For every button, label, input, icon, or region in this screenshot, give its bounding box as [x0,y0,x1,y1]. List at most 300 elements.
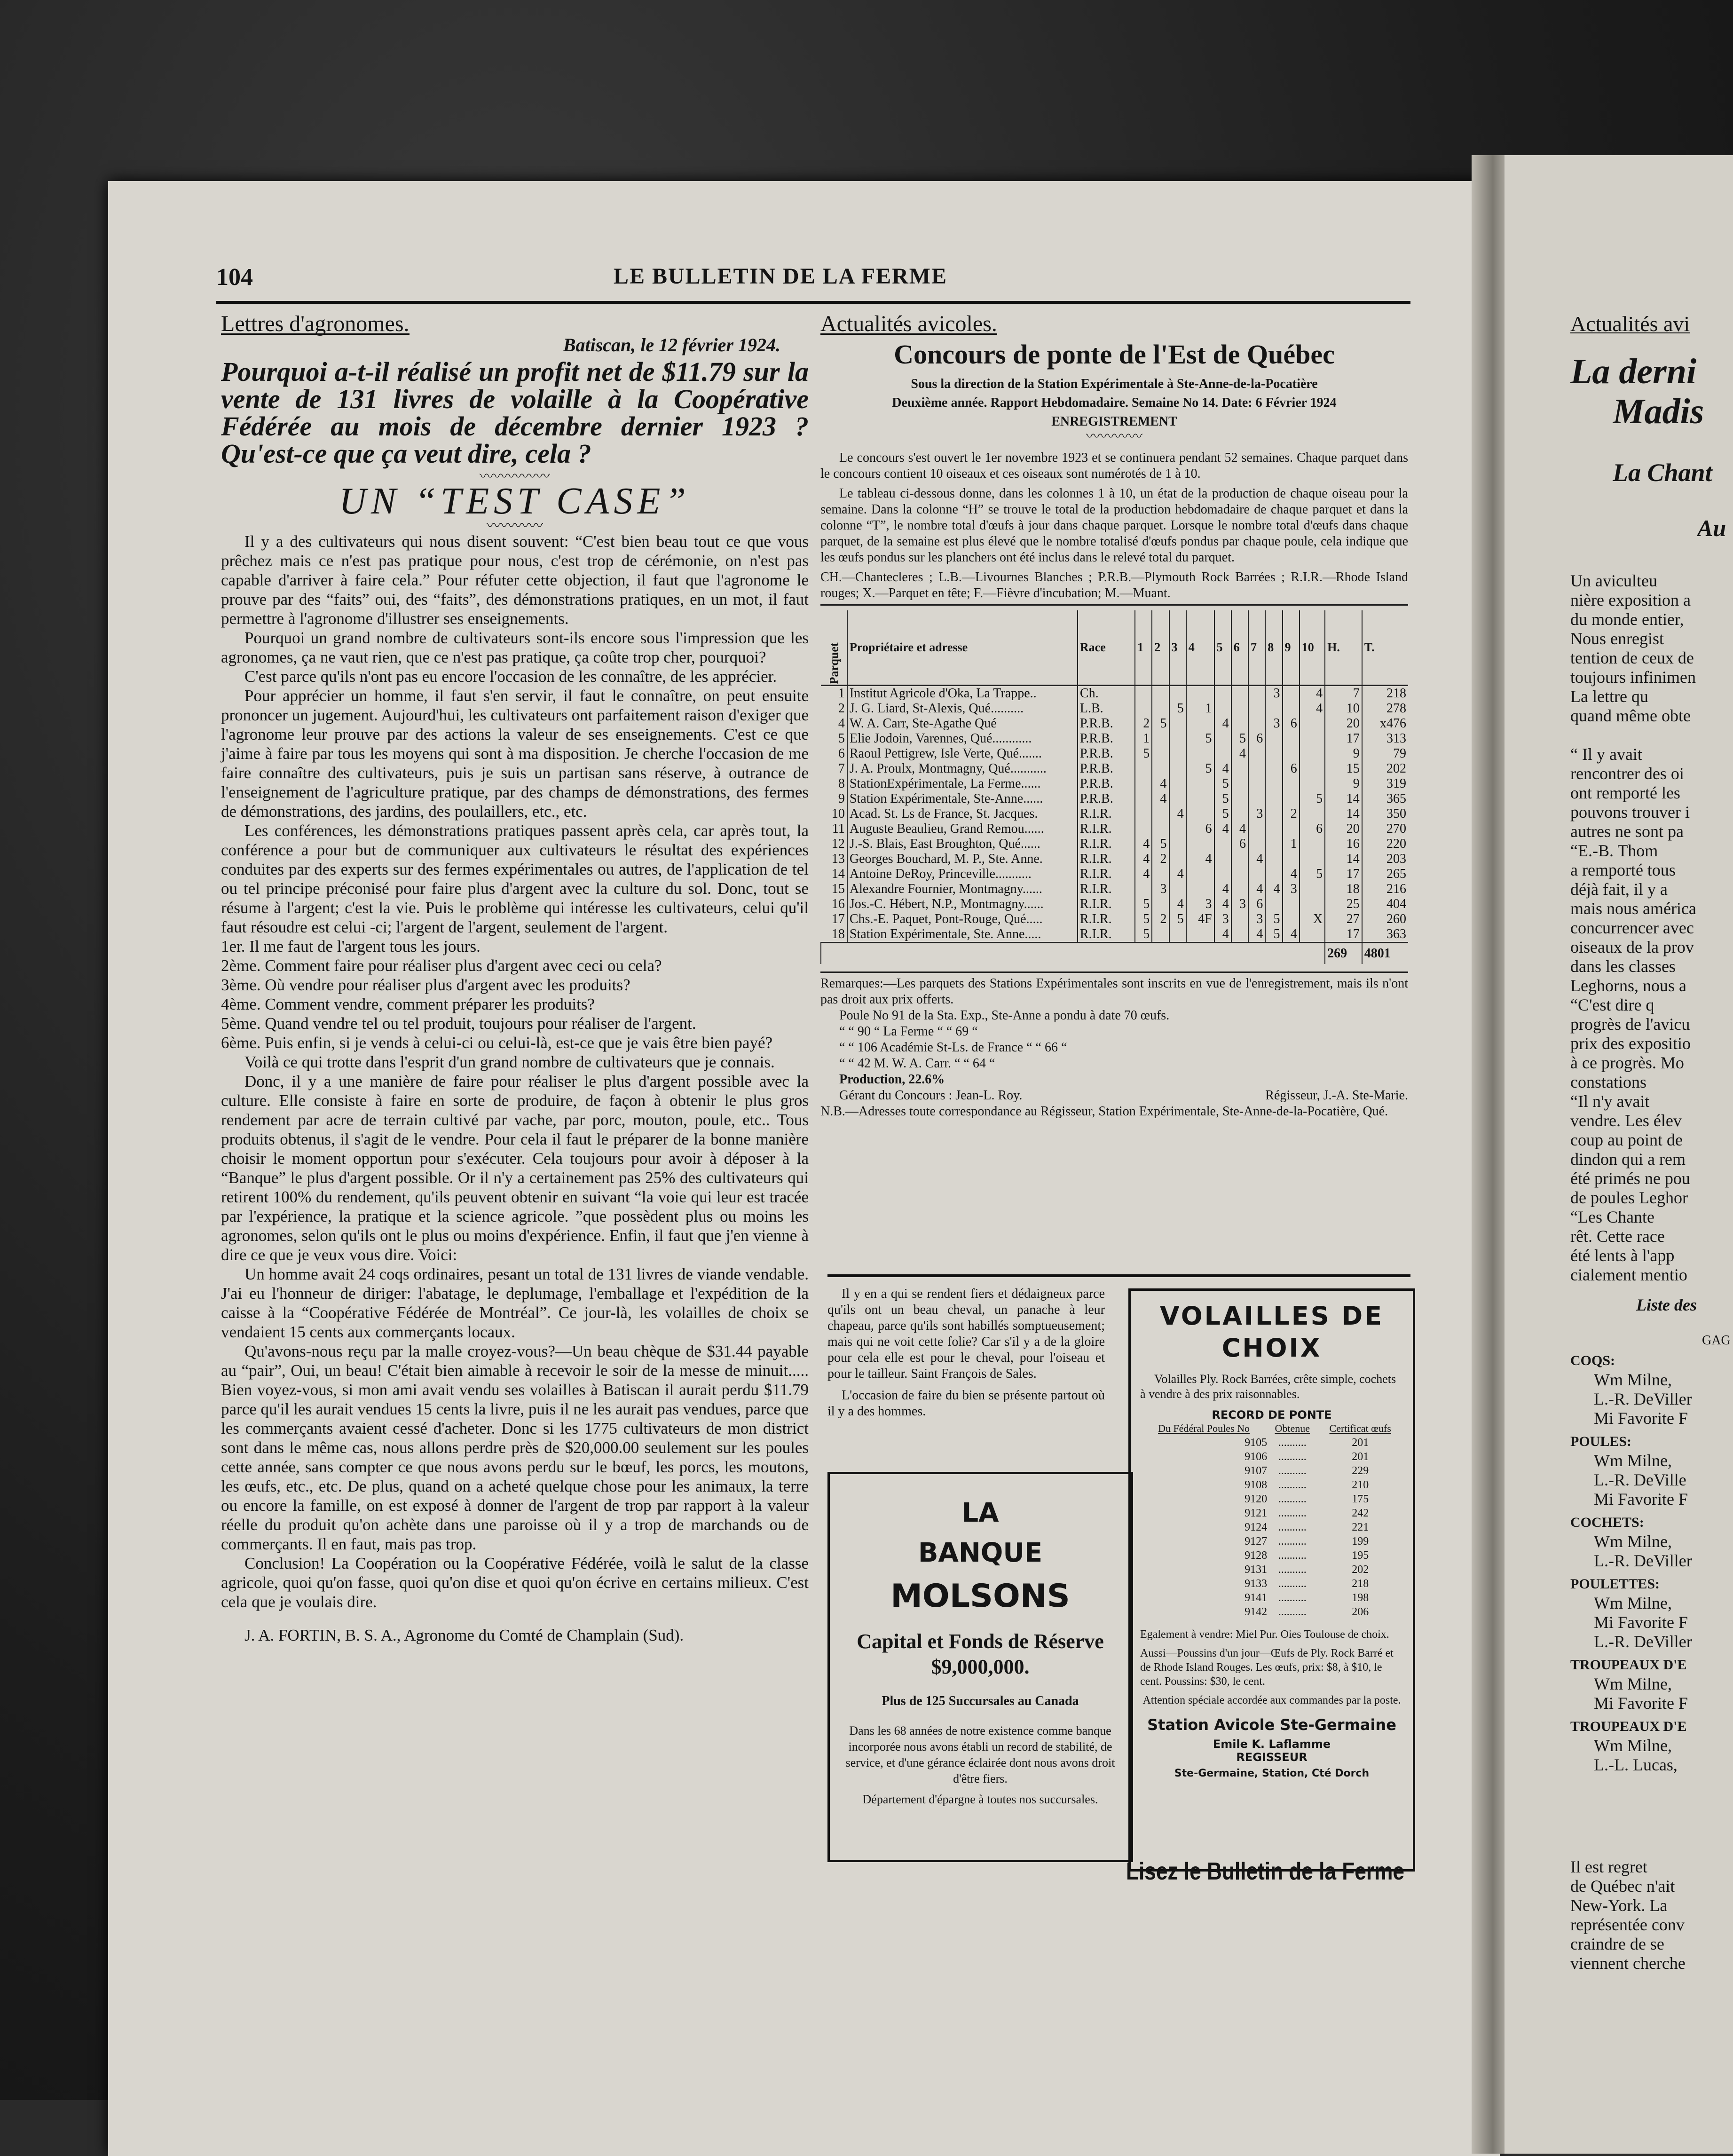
contest-title: Concours de ponte de l'Est de Québec [894,339,1335,370]
table-cell: 13 [831,852,845,866]
record-dots: .......... [1278,1437,1307,1449]
table-cell [1248,746,1265,761]
table-cell: 4 [1248,852,1265,867]
table-row [821,867,1408,882]
record-eggs: 218 [1352,1578,1369,1590]
table-row [821,716,1408,731]
facing-line: a remporté tous [1570,861,1676,879]
table-cell: 4 [1248,882,1265,897]
facing-list-heading: POULETTES: [1570,1576,1660,1592]
table-cell [1283,776,1300,791]
record-eggs: 198 [1352,1592,1369,1604]
table-cell [1248,867,1265,882]
record-title: RECORD DE PONTE [1212,1408,1332,1422]
record-eggs: 201 [1352,1451,1369,1463]
table-cell: 2 [1152,912,1169,927]
table-cell: Auguste Beaulieu, Grand Remou...... [847,821,1078,837]
table-cell [1152,897,1169,912]
table-cell [1169,761,1186,776]
table-cell: 6 [1300,821,1325,837]
table-cell: 4 [838,716,845,731]
poules-list [839,1008,1408,1072]
facing-line: été lents à l'app [1570,1246,1675,1265]
table-cell [1231,701,1248,716]
table-header: T. [1362,610,1408,686]
table-cell: 3 [1186,897,1214,912]
table-cell: P.R.B. [1078,791,1135,806]
table-cell [1248,837,1265,852]
table-row [821,837,1408,852]
facing-line: ont remporté les [1570,783,1680,802]
bank-text-2: Département d'épargne à toutes nos succursales. [862,1793,1098,1806]
table-cell [1283,897,1300,912]
record-eggs: 242 [1352,1507,1369,1519]
table-cell: R.I.R. [1078,867,1135,882]
record-dots: .......... [1278,1451,1307,1463]
table-cell: Jos.-C. Hébert, N.P., Montmagny...... [847,897,1078,912]
quote-box [827,1286,1105,1420]
table-cell: P.R.B. [1078,746,1135,761]
table-cell [1265,806,1282,821]
question-item: 6ème. Puis enfin, si je vends à celui-ci ou celui-là, est-ce que je vais être bien payé? [221,1034,773,1052]
table-cell [1186,746,1214,761]
station-address: Ste-Germaine, Station, Cté Dorch [1174,1768,1370,1779]
table-cell: J. A. Proulx, Montmagny, Qué........... [847,761,1078,776]
table-cell: 363 [1362,927,1408,943]
table-cell: 4 [1135,837,1152,852]
question-item: 1er. Il me faut de l'argent tous les jours. [221,937,481,956]
facing-end-line: représentée conv [1570,1915,1685,1934]
table-cell: 4 [1300,701,1325,716]
table-cell: 365 [1362,791,1408,806]
table-cell: X [1300,912,1325,927]
table-cell [1283,852,1300,867]
facing-list-heading: COCHETS: [1570,1515,1644,1530]
table-cell: 5 [1186,761,1214,776]
footer-banner: Lisez le Bulletin de la Ferme [1126,1858,1404,1885]
record-eggs: 210 [1352,1479,1369,1491]
table-cell [1135,791,1152,806]
table-cell: 10 [1325,701,1362,716]
table-cell [1214,731,1231,746]
record-dots: .......... [1278,1465,1307,1477]
table-cell [1214,867,1231,882]
table-cell: 5 [1169,912,1186,927]
facing-end-line: viennent cherche [1570,1954,1686,1973]
record-eggs: 221 [1352,1521,1369,1533]
volailles-attention: Attention spéciale accordée aux commandes par la poste. [1142,1694,1401,1706]
ornament: 〰〰〰〰〰 [480,469,550,484]
facing-line: toujours infinimen [1570,668,1696,687]
facing-line: Un aviculteu [1570,571,1657,590]
table-row [821,791,1408,806]
question-item: 5ème. Quand vendre tel ou tel produit, toujours pour réaliser de l'argent. [221,1014,696,1033]
table-header: Propriétaire et adresse [847,610,1078,686]
right-article [820,311,1408,1120]
table-cell: 203 [1362,852,1408,867]
table-header: 2 [1152,610,1169,686]
table-cell: 1 [1283,837,1300,852]
table-cell [1300,852,1325,867]
table-total-h: 269 [1325,943,1362,964]
table-cell [1152,701,1169,716]
section-rule [827,1274,1410,1277]
record-row [1140,1520,1403,1534]
record-dots: .......... [1278,1521,1307,1533]
table-cell [1248,791,1265,806]
table-cell: 14 [831,867,845,881]
table-cell: Alexandre Fournier, Montmagny...... [847,882,1078,897]
record-dots: .......... [1278,1493,1307,1505]
table-cell: 313 [1362,731,1408,746]
table-cell: 6 [1186,821,1214,837]
facing-list-item: Wm Milne, [1594,1370,1672,1389]
record-hen: 9133 [1245,1578,1268,1590]
table-cell [1300,897,1325,912]
record-eggs: 199 [1352,1535,1369,1548]
ornament: 〰〰〰〰 [1086,429,1142,444]
table-cell: J.-S. Blais, East Broughton, Qué...... [847,837,1078,852]
table-cell: R.I.R. [1078,897,1135,912]
table-cell: 5 [1135,912,1152,927]
paragraph: Un homme avait 24 coqs ordinaires, pesant un total de 131 livres de viande vendable. J'ai eu l'honneur de diriger: l'abatage, le deplumage, l'emballage et l'expédition de la caisse à la “Coopérative Fédérée de Montréal”. Ce jour-là, les volailles de choix se vendaient 15 cents aux commerçants locaux. [221,1265,809,1341]
table-cell: 4 [1283,927,1300,943]
table-cell: 3 [1265,686,1282,702]
table-cell: 4F [1186,912,1214,927]
table-cell: 6 [1248,897,1265,912]
contest-legend: CH.—Chantecleres ; L.B.—Livournes Blanches ; P.R.B.—Plymouth Rock Barrées ; R.I.R.—Rhode Island rouges; X.—Parquet en tête; F.—Fièvre d'incubation; M.—Muant. [820,569,1408,606]
table-header: 7 [1248,610,1265,686]
table-cell [1152,867,1169,882]
table-cell: 5 [1214,806,1231,821]
table-cell: 18 [831,927,845,941]
record-row [1140,1591,1403,1605]
facing-line: “E.-B. Thom [1570,841,1658,860]
table-cell [1283,701,1300,716]
record-row [1140,1534,1403,1548]
facing-line: dindon qui a rem [1570,1150,1686,1169]
table-row [821,686,1408,702]
table-header: 8 [1265,610,1282,686]
table-cell [1231,882,1248,897]
table-cell [1283,746,1300,761]
table-cell: 1 [838,686,845,701]
facing-line: progrès de l'avicu [1570,1015,1690,1034]
table-cell [1135,882,1152,897]
table-cell [1186,791,1214,806]
table-cell: R.I.R. [1078,852,1135,867]
paragraph: Les conférences, les démonstrations pratiques passent après cela, car après tout, la conférence a pour but de communiquer aux cultivateurs le résultat des expériences conduites par des experts sur des fermes expérimentales ou autres, de l'application de tel ou tel principe préconisé pour faire plus d'argent avec la culture du sol. Donc, tout se résume à l'argent; c'est la vie. Puis le problème qui intéresse les cultivateurs, celui qu'il faut résoudre est celui -ci; l'argent de l'argent, seulement de l'argent. [221,821,809,936]
table-cell: 3 [1283,882,1300,897]
table-cell: Chs.-E. Paquet, Pont-Rouge, Qué..... [847,912,1078,927]
table-cell [1152,686,1169,702]
contest-registration: ENREGISTREMENT [1051,414,1177,429]
table-cell [1214,837,1231,852]
table-cell: 9 [838,791,845,806]
table-cell: StationExpérimentale, La Ferme...... [847,776,1078,791]
record-dots: .......... [1278,1564,1307,1576]
facing-end-line: craindre de se [1570,1935,1664,1953]
table-cell: 3 [1231,897,1248,912]
table-cell [1231,806,1248,821]
facing-line: du monde entier, [1570,610,1684,629]
poule-line: “ “ 90 “ La Ferme “ “ 69 “ [839,1024,978,1039]
table-cell [1135,821,1152,837]
table-cell: 3 [1214,912,1231,927]
record-hen: 9120 [1245,1493,1268,1505]
facing-title-2: Madis [1613,393,1704,430]
record-dots: .......... [1278,1507,1307,1519]
paragraph: Pour apprécier un homme, il faut s'en servir, il faut le connaître, on peut ensuite prononcer un jugement. Aujourd'hui, les cultivateurs ont parfaitement raison d'exiger que l'agronome leur prouve par des actions la valeur de ses enseignements. C'est ce que j'aime à faire par tous les moyens qui sont à ma disposition. Je cherche l'occasion de me faire connaître des cultivateurs, puis je suis un partisan sans réserve, à outrance de l'enseignement de l'agriculture pratique, par des champs de démonstrations, des fermes de démonstrations, des jardins, des poulaillers, etc., etc. [221,687,809,821]
table-row [821,776,1408,791]
table-cell: 3 [1152,882,1169,897]
record-row [1140,1492,1403,1506]
table-cell: 5 [1265,927,1282,943]
poule-line: “ “ 106 Académie St-Ls. de France “ “ 66 “ [839,1040,1067,1055]
table-cell [1265,761,1282,776]
table-cell [1248,701,1265,716]
table-cell: R.I.R. [1078,821,1135,837]
table-cell: 15 [831,882,845,896]
table-cell [1186,882,1214,897]
facing-end-line: Il est regret [1570,1857,1647,1876]
contest-table [820,610,1408,964]
table-cell [1152,821,1169,837]
table-cell: x476 [1362,716,1408,731]
table-header: 3 [1169,610,1186,686]
facing-list-item: Mi Favorite F [1594,1409,1688,1428]
table-cell: 4 [1214,716,1231,731]
question-item: 3ème. Où vendre pour réaliser plus d'argent avec les produits? [221,976,630,994]
record-row [1140,1464,1403,1478]
table-cell [1169,776,1186,791]
facing-title-1: La derni [1570,353,1697,390]
table-header: H. [1325,610,1362,686]
record-dots: .......... [1278,1479,1307,1491]
table-row [821,806,1408,821]
table-cell: 218 [1362,686,1408,702]
table-cell: R.I.R. [1078,927,1135,943]
table-cell: 4 [1135,867,1152,882]
facing-line: “Les Chante [1570,1208,1654,1226]
table-cell: 4 [1169,867,1186,882]
section-kicker: Lettres d'agronomes. [221,311,410,336]
paragraph: Donc, il y a une manière de faire pour réaliser le plus d'argent possible avec la culture. Elle consiste à faire en sorte de produire, de façon à obtenir le plus gros rendement par acre de terrain cultivé par vache, par porc, mouton, poule, etc.. Tous produits obtenus, il s'agit de le vendre. Pour cela il faut le préparer de la bonne manière choisir le moment opportun pour s'exécuter. Cela toujours pour avoir à déposer à la “Banque” le plus d'argent possible. Or il n'y a certainement pas 25% des cultivateurs qui retirent 100% du rendement, qu'ils peuvent obtenir en suivant “la voie qui leur est tracée par l'expérience, la pratique et la science agricole. ”que possèdent plus ou moins les agronomes, selon qu'ils ont le plus ou moins d'expérience. Enfin, il faut que j'en vienne à dire ce que je veux vous dire. Voici: [221,1072,809,1264]
table-cell: 9 [1325,746,1362,761]
table-cell: 350 [1362,806,1408,821]
facing-list-item: Mi Favorite F [1594,1490,1688,1508]
table-cell: Ch. [1078,686,1135,702]
question-list [221,937,809,1052]
table-cell [1231,791,1248,806]
facing-line: “ Il y avait [1570,745,1642,764]
table-cell [1283,912,1300,927]
facing-list-item: Wm Milne, [1594,1594,1672,1612]
table-cell: Antoine DeRoy, Princeville........... [847,867,1078,882]
paragraph: Qu'avons-nous reçu par la malle croyez-vous?—Un beau chèque de $31.44 payable au “pair”, Oui, un beau! C'était bien aimable à recevoir le soir de la messe de minuit..... Bien voyez-vous, si mon ami avait vendu ses volailles à Batiscan il aurait perdu $11.79 parce qu'il les aurait vendues 15 cents la livre, puis il ne les aurait pas vendues, parce que les commerçants avaient cessé d'acheter. Donc si les 1775 cultivateurs de mon district sont dans le même cas, nous allons perdre près de $20,000.00 seulement sur les poules cette année, sans compter ce que nous avons perdu sur le bœuf, les porcs, les moutons, les œufs, etc., etc. De plus, quand on a acheté quelque chose pour les animaux, la terre ou encore la famille, on est exposé à donner de l'argent de trop par rapport à la valeur réelle du produit qu'on achète dans une paroisse où il y a trop de marchands ou de commerçants. Il en faut, mais pas trop. [221,1342,809,1553]
bank-branches: Plus de 125 Succursales au Canada [882,1694,1079,1708]
record-table [1140,1422,1403,1619]
table-cell: 14 [1325,852,1362,867]
bank-text: Dans les 68 années de notre existence comme banque incorporée nous avons établi un record de stabilité, de service, et d'une gérance éclairée dont nous avons droit d'être fiers. [845,1724,1115,1785]
facing-list-item: L.-R. DeViller [1594,1390,1692,1408]
table-cell: 5 [1152,716,1169,731]
facing-list-item: L.-L. Lucas, [1594,1755,1678,1774]
table-cell [1231,867,1248,882]
record-hen: 9121 [1245,1507,1268,1519]
record-row [1140,1436,1403,1450]
table-cell: 10 [831,806,845,821]
table-cell: 3 [1265,716,1282,731]
facing-line: coup au point de [1570,1130,1683,1149]
facing-subtitle: La Chant [1613,458,1712,487]
table-cell [1265,852,1282,867]
table-cell [1169,746,1186,761]
table-cell: 4 [1135,852,1152,867]
table-cell [1300,731,1325,746]
quote-text: Il y en a qui se rendent fiers et dédaigneux parce qu'ils ont un beau cheval, un panache à leur chapeau, parce qu'ils sont habillés somptueusement; mais qui ne voit cette folie? Car s'il y a de la gloire pour cela elle est pour le cheval, pour l'oiseau et pour le tailleur. Saint François de Sales. [827,1287,1105,1381]
article-title: UN “TEST CASE” [339,481,691,522]
record-eggs: 195 [1352,1549,1369,1562]
table-cell: 3 [1248,912,1265,927]
facing-list-heading: COQS: [1570,1353,1615,1368]
table-cell: Elie Jodoin, Varennes, Qué............ [847,731,1078,746]
volailles-poussins: Aussi—Poussins d'un jour—Œufs de Ply. Rock Barré et de Rhode Island Rouges. Les œufs, prix: $8, à $10, le cent. Poussins: $30, le cent. [1140,1647,1394,1688]
table-cell: 6 [1283,761,1300,776]
facing-list-item: L.-R. DeViller [1594,1632,1692,1651]
contest-intro: Le concours s'est ouvert le 1er novembre 1923 et se continuera pendant 52 semaines. Chaque parquet dans le concours contient 10 oiseaux et ces oiseaux sont numérotés de 1 à 10. [820,450,1408,481]
table-cell: 270 [1362,821,1408,837]
table-cell [1186,716,1214,731]
table-cell [1300,837,1325,852]
table-cell: 9 [1325,776,1362,791]
table-cell [1300,746,1325,761]
facing-line: quand même obte [1570,706,1691,725]
facing-line: prix des expositio [1570,1034,1691,1053]
table-cell: 4 [1152,776,1169,791]
table-cell [1135,776,1152,791]
table-cell: 5 [1214,776,1231,791]
table-cell [1231,761,1248,776]
table-cell [1248,686,1265,702]
table-cell: 4 [1248,927,1265,943]
table-cell [1248,776,1265,791]
table-cell: 5 [1169,701,1186,716]
table-cell: 2 [1152,852,1169,867]
table-row [821,701,1408,716]
table-header: 4 [1186,610,1214,686]
table-cell: Station Expérimentale, Ste-Anne...... [847,791,1078,806]
facing-au: Au [1697,515,1726,541]
table-cell [1169,731,1186,746]
facing-list-item: L.-R. DeViller [1594,1551,1692,1570]
table-cell: 4 [1214,761,1231,776]
table-header: Race [1078,610,1135,686]
table-cell [1135,761,1152,776]
table-cell: R.I.R. [1078,882,1135,897]
record-row [1140,1478,1403,1492]
table-cell: 17 [1325,731,1362,746]
table-cell: R.I.R. [1078,806,1135,821]
article-body-continued [221,1052,809,1611]
table-cell: 12 [831,837,845,851]
record-dots: .......... [1278,1549,1307,1562]
facing-list-item: Mi Favorite F [1594,1694,1688,1713]
table-cell [1283,686,1300,702]
facing-list-heading: TROUPEAUX D'E [1570,1657,1687,1673]
record-hen: 9142 [1245,1606,1268,1618]
contest-report: Deuxième année. Rapport Hebdomadaire. Semaine No 14. Date: 6 Février 1924 [892,395,1337,410]
table-total-t: 4801 [1362,943,1408,964]
table-cell [1135,686,1152,702]
table-cell [1214,852,1231,867]
article-headline: Pourquoi a-t-il réalisé un profit net de $11.79 sur la vente de 131 livres de volaille à la Coopérative Fédérée au mois de décembre dernier 1923 ? Qu'est-ce que ça veut dire, cela ? [221,356,809,469]
table-cell: R.I.R. [1078,912,1135,927]
table-cell: 16 [831,897,845,911]
table-cell [1248,761,1265,776]
table-cell: 27 [1325,912,1362,927]
table-cell [1152,927,1169,943]
table-cell [1186,776,1214,791]
facing-line: vendre. Les élev [1570,1111,1682,1130]
table-cell [1265,791,1282,806]
table-cell [1214,686,1231,702]
record-row [1140,1605,1403,1619]
record-eggs: 202 [1352,1564,1369,1576]
table-cell: 6 [1283,716,1300,731]
gerant: Gérant du Concours : Jean-L. Roy. [839,1088,1023,1103]
table-cell: 20 [1325,716,1362,731]
table-cell: 8 [838,776,845,791]
facing-line: “Il n'y avait [1570,1092,1650,1111]
table-cell: 4 [1152,791,1169,806]
bank-ad-line3: MOLSONS [890,1578,1070,1615]
record-eggs: 206 [1352,1606,1369,1618]
table-row [821,912,1408,927]
record-hen: 9128 [1245,1549,1268,1562]
table-row [821,852,1408,867]
table-cell [1231,686,1248,702]
table-cell [1169,852,1186,867]
record-header: Du Fédéral Poules No [1158,1422,1250,1434]
table-row [821,731,1408,746]
table-cell [1169,837,1186,852]
record-eggs: 229 [1352,1465,1369,1477]
table-cell [1169,686,1186,702]
record-eggs: 175 [1352,1493,1369,1505]
table-cell [1248,716,1265,731]
facing-body [1570,571,1733,1285]
record-row [1140,1450,1403,1464]
record-header: Obtenue [1275,1422,1310,1434]
table-cell [1300,761,1325,776]
table-cell: 1 [1135,731,1152,746]
table-row [821,927,1408,943]
record-hen: 9124 [1245,1521,1268,1533]
table-cell: 4 [1265,882,1282,897]
facing-end [1570,1857,1733,1973]
article-body [221,532,809,937]
table-cell: 5 [1265,912,1282,927]
facing-line: à ce progrès. Mo [1570,1053,1684,1072]
table-cell: 4 [1169,897,1186,912]
table-cell: 79 [1362,746,1408,761]
table-cell [1265,701,1282,716]
table-cell [1265,746,1282,761]
paragraph: Voilà ce qui trotte dans l'esprit d'un grand nombre de cultivateurs que je connais. [244,1053,775,1071]
record-hen: 9141 [1245,1592,1268,1604]
record-hen: 9105 [1245,1437,1268,1449]
